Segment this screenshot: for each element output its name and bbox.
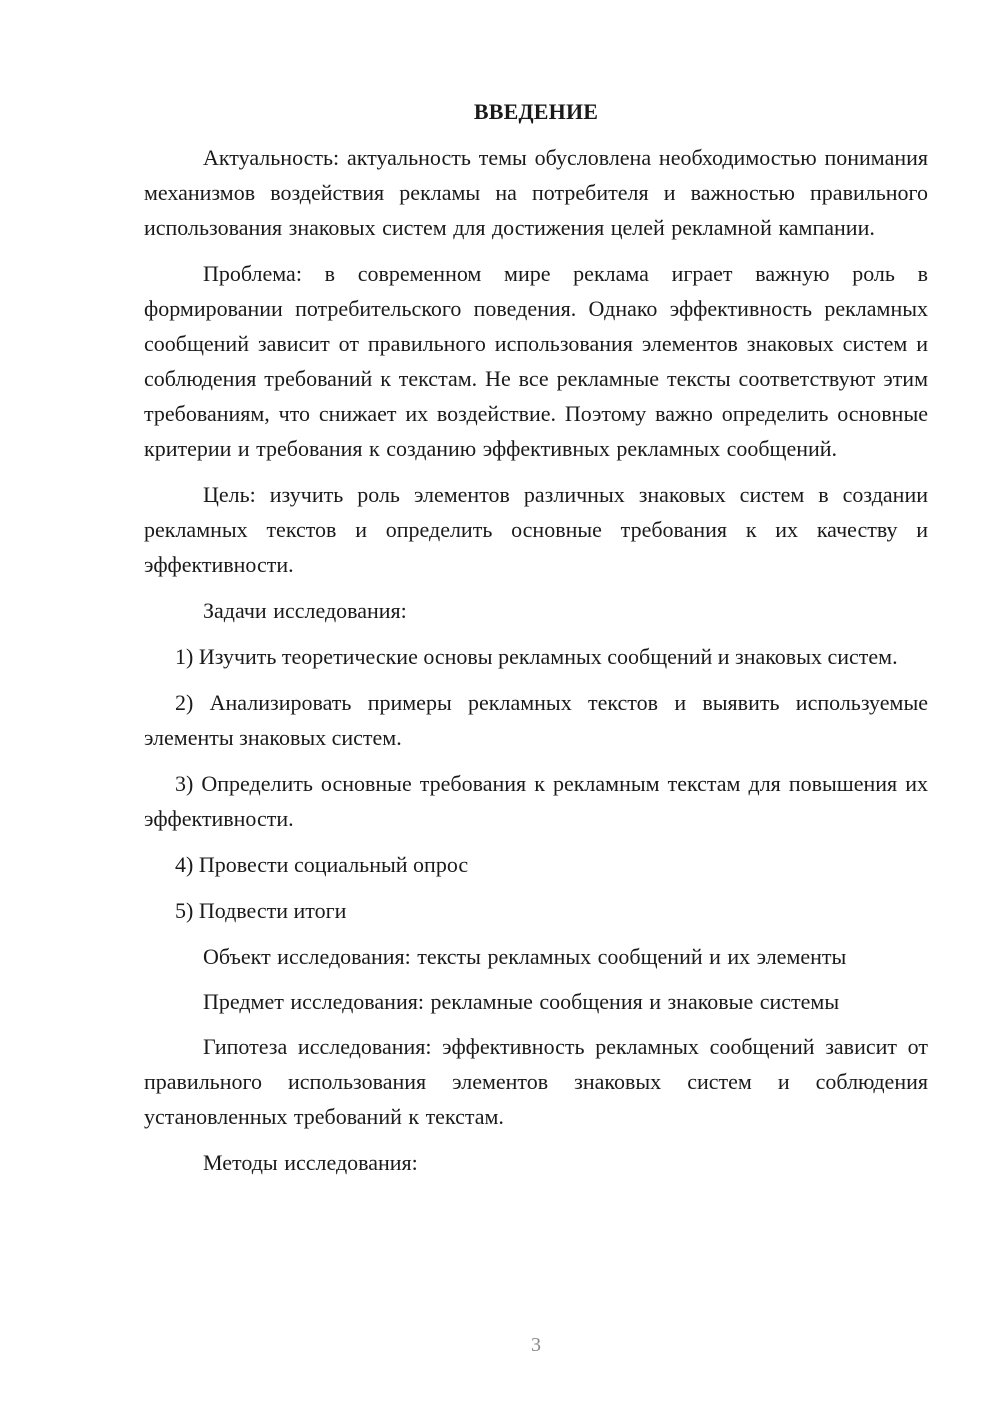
paragraph-tasks-heading: Задачи исследования: [203,598,407,623]
paragraph-relevance: Актуальность: актуальность темы обусловлена необходимостью понимания механизмов воздействия рекламы на потребителя и важностью правильного использования знаковых систем для достижения целей рекламной кампании. [144,145,928,240]
task-item: 2) Анализировать примеры рекламных текстов и выявить используемые элементы знаковых систем. [144,690,928,750]
paragraph-methods: Методы исследования: [203,1150,418,1175]
task-item: 5) Подвести итоги [175,898,347,923]
paragraph-subject: Предмет исследования: рекламные сообщения и знаковые системы [203,989,840,1014]
section-title: ВВЕДЕНИЕ [473,99,599,124]
paragraph-object: Объект исследования: тексты рекламных сообщений и их элементы [203,944,847,969]
document-page [144,94,928,1191]
page-number: 3 [531,1334,541,1356]
paragraph-problem: Проблема: в современном мире реклама играет важную роль в формировании потребительского поведения. Однако эффективность рекламных сообщений зависит от правильного использования элементов знаковых систем и соблюдения требований к текстам. Не все рекламные тексты соответствуют этим требованиям, что снижает их воздействие. Поэтому важно определить основные критерии и требования к созданию эффективных рекламных сообщений. [144,261,928,461]
paragraph-hypothesis: Гипотеза исследования: эффективность рекламных сообщений зависит от правильного использования элементов знаковых систем и соблюдения установленных требований к текстам. [144,1034,928,1129]
paragraph-goal: Цель: изучить роль элементов различных знаковых систем в создании рекламных текстов и определить основные требования к их качеству и эффективности. [144,482,928,577]
task-item: 4) Провести социальный опрос [175,852,469,877]
task-item: 3) Определить основные требования к рекламным текстам для повышения их эффективности. [144,771,928,831]
task-item: 1) Изучить теоретические основы рекламных сообщений и знаковых систем. [175,644,898,669]
